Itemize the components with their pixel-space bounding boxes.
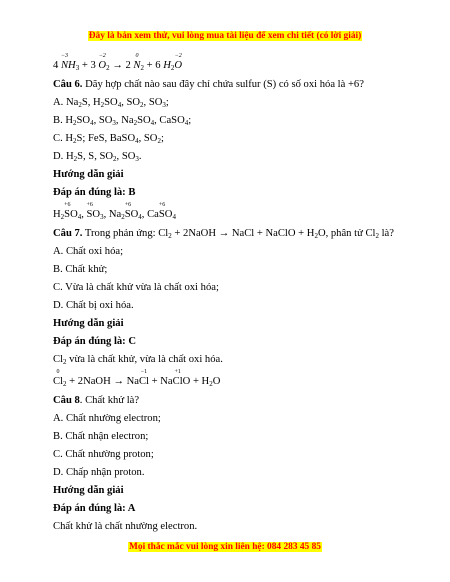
q7-option-d[interactable]: D. Chất bị oxi hóa. [53, 300, 134, 311]
q8-option-a[interactable]: A. Chất nhường electron; [53, 413, 161, 424]
q7-guide-heading: Hướng dẫn giải [53, 318, 124, 329]
q6-option-b[interactable]: B. $H_2SO_4$, $SO_3$, $Na_2SO_4$, CaSO$_4$; [53, 115, 192, 127]
q7-option-a[interactable]: A. Chất oxi hóa; [53, 246, 124, 257]
q8-option-d[interactable]: D. Chấp nhận proton. [53, 467, 145, 478]
question-6: Câu 6. Dãy hợp chất nào sau đây chỉ chứa sulfur (S) có số oxi hóa là +6? [53, 79, 364, 90]
q6-option-a[interactable]: A. $Na_2S$, $H_2SO_4$, $SO_2$, $SO_3$; [53, 97, 169, 109]
q6-guide-heading: Hướng dẫn giải [53, 169, 124, 180]
q6-option-c[interactable]: C. $H_2S$; FeS, BaSO$_4$, $SO_2$; [53, 133, 164, 145]
q7-option-b[interactable]: B. Chất khử; [53, 264, 108, 275]
q8-guide-heading: Hướng dẫn giải [53, 485, 124, 496]
q8-explanation: Chất khử là chất nhường electron. [53, 521, 198, 532]
q7-option-c[interactable]: C. Vừa là chất khử vừa là chất oxi hóa; [53, 282, 219, 293]
question-7: Câu 7. Trong phản ứng: $Cl_2$ + 2NaOH → NaCl + NaClO + $H_2O$, phân tử $Cl_2$ là? [53, 228, 394, 240]
contact-banner: Mọi thắc mắc vui lòng xin liên hệ: 084 283 45 85 [129, 542, 321, 552]
q6-answer: Đáp án đúng là: B [53, 187, 136, 198]
q7-answer: Đáp án đúng là: C [53, 336, 137, 347]
q6-option-d[interactable]: D. $H_2S$, S, $SO_2$, $SO_3$. [53, 151, 142, 163]
question-8: Câu 8. Chất khử là? [53, 395, 140, 406]
equation-nh3: 4 −3 $NH_3 + 3$ −2 $O_2 \to 2$ 0 $N_2 + 6$ $H_2$ −2 O [53, 53, 183, 72]
preview-banner: Đây là bản xem thử, vui lòng mua tài liệu để xem chi tiết (có lời giải) [88, 31, 362, 41]
q8-option-b[interactable]: B. Chất nhận electron; [53, 431, 149, 442]
q8-answer: Đáp án đúng là: A [53, 503, 136, 514]
q8-option-c[interactable]: C. Chất nhường proton; [53, 449, 154, 460]
q6-oxidation-equation: $H_2$ +6 $SO_4$, +6 $SO_3$, $Na_2$ +6 $SO_4$, Ca +6 $SO_4$ [53, 202, 176, 221]
q7-explanation: $Cl_2$ vừa là chất khử, vừa là chất oxi hóa. [53, 354, 223, 366]
q7-oxidation-equation: 0 $Cl_2$ + 2NaOH → Na −1 Cl + Na +1 ClO + $H_2O$ [53, 369, 221, 388]
